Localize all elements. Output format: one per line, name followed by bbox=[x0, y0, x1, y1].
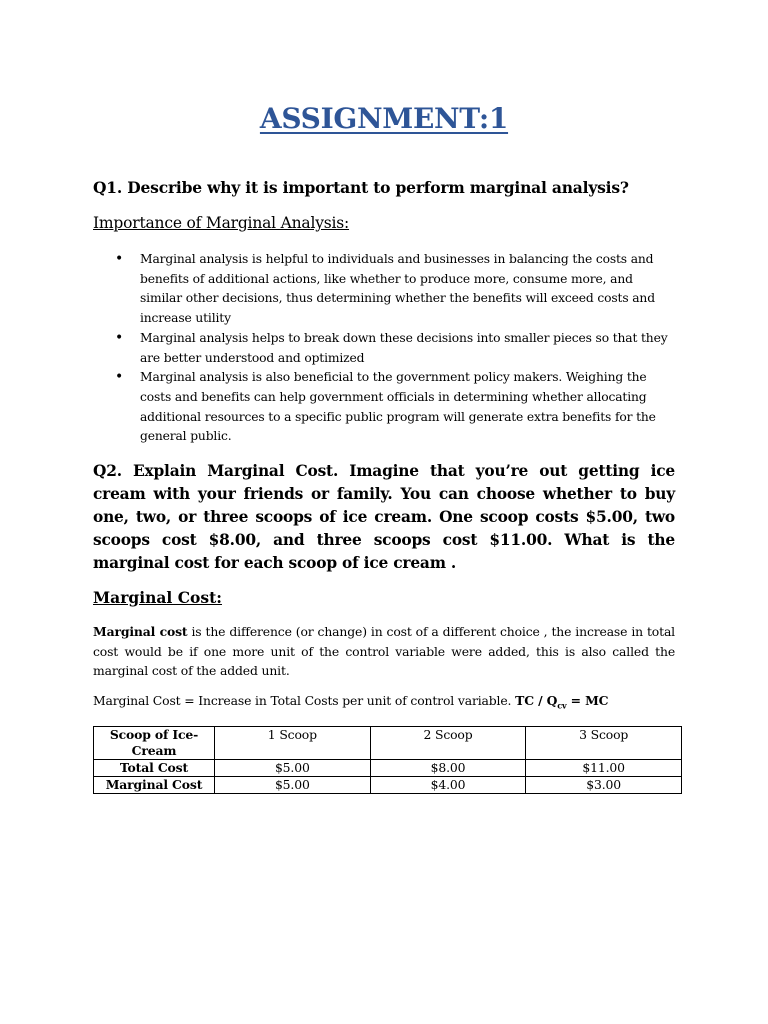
table-header-cell: 1 Scoop bbox=[215, 727, 371, 760]
marginal-cost-definition bbox=[93, 622, 675, 681]
table-cell: $3.00 bbox=[526, 777, 682, 794]
importance-list bbox=[93, 250, 678, 447]
table-row bbox=[94, 777, 682, 794]
table-header-cell: 2 Scoop bbox=[370, 727, 526, 760]
table-row bbox=[94, 760, 682, 777]
definition-term: Marginal cost bbox=[93, 624, 188, 639]
table-cell: $5.00 bbox=[215, 777, 371, 794]
marginal-cost-heading: Marginal Cost: bbox=[93, 588, 222, 607]
definition-text: is the difference (or change) in cost of a different choice , the increase in total cost would be if one more unit of the control variable were added, this is also called the marginal cost of the added unit. bbox=[93, 624, 675, 678]
table-cell: $11.00 bbox=[526, 760, 682, 777]
table-cell: $5.00 bbox=[215, 760, 371, 777]
question-1: Q1. Describe why it is important to perform marginal analysis? bbox=[93, 178, 629, 197]
list-item: • Marginal analysis is helpful to individuals and businesses in balancing the costs and benefits of additional actions, like whether to produce more, consume more, and similar other decisions, thus determining whether the benefits will exceed costs and increase utility bbox=[93, 250, 678, 329]
list-item: • Marginal analysis is also beneficial to the government policy makers. Weighing the costs and benefits can help government officials in determining whether allocating additional resources to a specific public program will generate extra benefits for the general public. bbox=[93, 368, 678, 447]
page-title: ASSIGNMENT:1 bbox=[259, 102, 509, 135]
table-row-label: Marginal Cost bbox=[94, 777, 215, 794]
table-header-cell: 3 Scoop bbox=[526, 727, 682, 760]
marginal-cost-formula bbox=[93, 693, 683, 710]
importance-heading: Importance of Marginal Analysis: bbox=[93, 214, 350, 232]
table-header-row bbox=[94, 727, 682, 760]
formula-tc: TC / $Q_{cv}$ = MC bbox=[515, 693, 609, 711]
table-cell: $4.00 bbox=[370, 777, 526, 794]
table-row-label: Total Cost bbox=[94, 760, 215, 777]
question-2: Q2. Explain Marginal Cost. Imagine that you’re out getting ice cream with your friends or family. You can choose whether to buy one, two, or three scoops of ice cream. One scoop costs $5.00, two scoops cost $8.00, and three scoops cost $11.00. What is the marginal cost for each scoop of ice cream . bbox=[93, 462, 675, 572]
table-cell: $8.00 bbox=[370, 760, 526, 777]
formula-text: Marginal Cost = Increase in Total Costs per unit of control variable. bbox=[93, 693, 516, 708]
formula-subscript: cv bbox=[557, 700, 567, 711]
cost-table bbox=[93, 726, 682, 794]
list-item: • Marginal analysis helps to break down these decisions into smaller pieces so that they are better understood and optimized bbox=[93, 329, 678, 368]
table-header-cell: Scoop of Ice-Cream bbox=[94, 727, 215, 760]
